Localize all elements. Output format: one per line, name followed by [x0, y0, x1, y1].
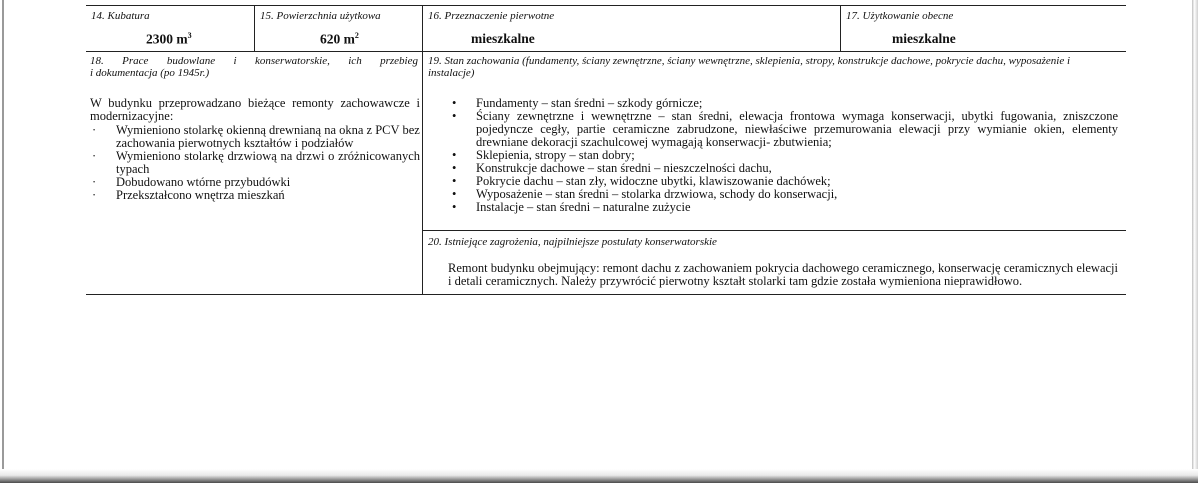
uzytkowanie-label: 17. Użytkowanie obecne [846, 10, 954, 22]
section20-text: Remont budynku obejmujący: remont dachu z zachowaniem pokrycia dachowego ceramicznego, konserwację ceramicznych elewacji i detali ceramicznych. Należy przywrócić pierwotny kształt stolarki tam gdzie została wymieniona nieprawidłowo. [448, 261, 1118, 288]
bullet-icon: · [92, 123, 97, 137]
bullet-icon: • [452, 174, 457, 188]
section18-intro: W budynku przeprowadzano bieżące remonty zachowawcze i modernizacyjne: [90, 96, 420, 123]
list-item: • Ściany zewnętrzne i wewnętrzne – stan średni, elewacja frontowa wymaga konserwacji, ubytki fugowania, zniszczone pojedyncze cegły, partie ceramiczne zabrudzone, niewłaściwe przemurowania elewacji przy wymianie okien, elementy drewniane dekoracji szachulcowej wymagają konserwacji- zbutwienia; [452, 109, 1118, 149]
section19-label: 19. Stan zachowania (fundamenty, ściany zewnętrzne, ściany wewnętrzne, sklepienia, stropy, konstrukcje dachowe, pokrycie dachu, wyposażenie i instalacje) [428, 55, 1071, 79]
section18-list [90, 124, 420, 202]
bullet-icon: • [452, 200, 457, 214]
table-bottom-border [86, 294, 1126, 295]
list-item: · Wymieniono stolarkę okienną drewnianą na okna z PCV bez zachowania pierwotnych kształtów i podziałów [92, 123, 420, 150]
bullet-icon: · [92, 149, 97, 163]
list-item: • Wyposażenie – stan średni – stolarka drzwiowa, schody do konserwacji, [452, 187, 838, 201]
kubatura-label: 14. Kubatura [91, 10, 150, 22]
list-item: · Dobudowano wtórne przybudówki [92, 175, 291, 189]
list-item: • Pokrycie dachu – stan zły, widoczne ubytki, klawiszowanie dachówek; [452, 174, 831, 188]
section19-list [452, 97, 1118, 214]
col-divider [840, 5, 841, 51]
list-item: · Wymieniono stolarkę drzwiową na drzwi o zróżnicowanych typach [92, 149, 420, 176]
bullet-icon: • [452, 148, 457, 162]
bullet-icon: • [452, 96, 457, 110]
section18-label-cont: i dokumentacja (po 1945r.) [90, 67, 210, 79]
powierzchnia-label: 15. Powierzchnia użytkowa [260, 10, 381, 22]
form-table [86, 0, 1126, 295]
przeznaczenie-value: mieszkalne [471, 31, 535, 46]
bullet-icon: • [452, 187, 457, 201]
section20-label: 20. Istniejące zagrożenia, najpilniejsze postulaty konserwatorskie [428, 236, 717, 248]
uzytkowanie-value: mieszkalne [892, 31, 956, 46]
bullet-icon: · [92, 188, 97, 202]
bullet-icon: • [452, 109, 457, 123]
row-divider [86, 51, 1126, 52]
col-divider-main [422, 5, 423, 295]
bullet-icon: · [92, 175, 97, 189]
list-item: • Konstrukcje dachowe – stan średni – nieszczelności dachu, [452, 161, 772, 175]
bullet-icon: • [452, 161, 457, 175]
scan-edge-left [2, 0, 4, 483]
list-item: • Instalacje – stan średni – naturalne zużycie [452, 200, 691, 214]
col-divider [254, 5, 255, 51]
list-item: • Sklepienia, stropy – stan dobry; [452, 148, 635, 162]
powierzchnia-value: 620 $m^2$ [320, 31, 359, 47]
section20-divider [422, 230, 1126, 231]
scan-edge-right [1192, 0, 1198, 483]
list-item: · Przekształcono wnętrza mieszkań [92, 188, 285, 202]
list-item: • Fundamenty – stan średni – szkody górnicze; [452, 96, 703, 110]
kubatura-value: 2300 $m^3$ [146, 31, 192, 47]
section18-label: 18. Prace budowlane i konserwatorskie, ich przebieg [90, 55, 418, 67]
scan-edge-bottom [0, 469, 1198, 483]
przeznaczenie-label: 16. Przeznaczenie pierwotne [428, 10, 555, 22]
table-top-border [86, 5, 1126, 6]
